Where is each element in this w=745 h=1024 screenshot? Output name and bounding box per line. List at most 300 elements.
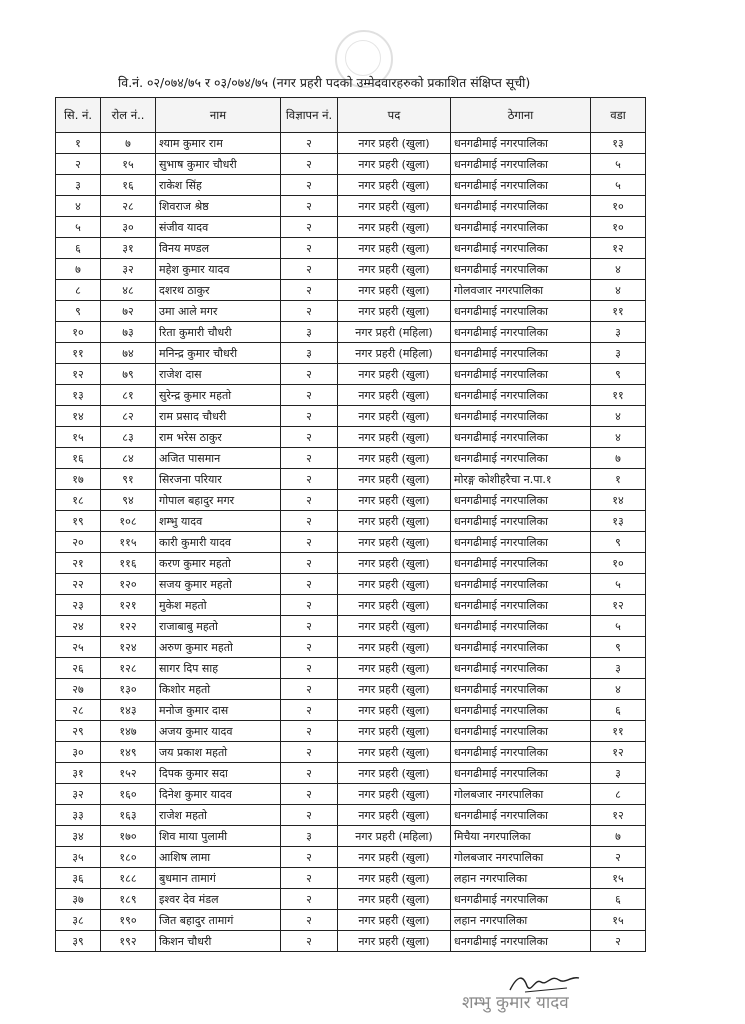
cell-advert: २ xyxy=(281,637,338,658)
table-row xyxy=(56,700,646,721)
cell-advert: २ xyxy=(281,847,338,868)
cell-address: धनगढीमाई नगरपालिका xyxy=(451,931,591,952)
cell-roll: ३१ xyxy=(101,238,156,259)
cell-address: धनगढीमाई नगरपालिका xyxy=(451,700,591,721)
cell-serial: २५ xyxy=(56,637,101,658)
table-row xyxy=(56,259,646,280)
table-row xyxy=(56,175,646,196)
cell-ward: ५ xyxy=(591,175,646,196)
cell-name: विनय मण्डल xyxy=(156,238,281,259)
cell-ward: ४ xyxy=(591,427,646,448)
cell-name: श्याम कुमार राम xyxy=(156,133,281,154)
cell-ward: १ xyxy=(591,469,646,490)
cell-address: धनगढीमाई नगरपालिका xyxy=(451,343,591,364)
table-row xyxy=(56,406,646,427)
cell-address: धनगढीमाई नगरपालिका xyxy=(451,532,591,553)
cell-address: गोलबजार नगरपालिका xyxy=(451,784,591,805)
cell-serial: ११ xyxy=(56,343,101,364)
table-row xyxy=(56,910,646,931)
cell-address: धनगढीमाई नगरपालिका xyxy=(451,364,591,385)
cell-address: धनगढीमाई नगरपालिका xyxy=(451,637,591,658)
cell-serial: २२ xyxy=(56,574,101,595)
cell-roll: १७० xyxy=(101,826,156,847)
cell-address: धनगढीमाई नगरपालिका xyxy=(451,154,591,175)
cell-name: गोपाल बहादुर मगर xyxy=(156,490,281,511)
cell-ward: १२ xyxy=(591,238,646,259)
cell-name: मुकेश महतो xyxy=(156,595,281,616)
cell-advert: २ xyxy=(281,679,338,700)
table-row xyxy=(56,196,646,217)
cell-advert: २ xyxy=(281,133,338,154)
cell-post: नगर प्रहरी (खुला) xyxy=(338,154,451,175)
cell-post: नगर प्रहरी (खुला) xyxy=(338,721,451,742)
cell-serial: १३ xyxy=(56,385,101,406)
cell-advert: २ xyxy=(281,259,338,280)
cell-ward: ११ xyxy=(591,301,646,322)
cell-name: मनिन्द्र कुमार चौधरी xyxy=(156,343,281,364)
cell-roll: ११५ xyxy=(101,532,156,553)
cell-ward: १० xyxy=(591,196,646,217)
cell-post: नगर प्रहरी (खुला) xyxy=(338,637,451,658)
cell-post: नगर प्रहरी (खुला) xyxy=(338,175,451,196)
cell-serial: ३५ xyxy=(56,847,101,868)
cell-name: अजित पासमान xyxy=(156,448,281,469)
cell-advert: २ xyxy=(281,385,338,406)
cell-roll: १६ xyxy=(101,175,156,196)
table-row xyxy=(56,763,646,784)
cell-advert: २ xyxy=(281,217,338,238)
table-row xyxy=(56,889,646,910)
table-row xyxy=(56,637,646,658)
cell-name: किशन चौधरी xyxy=(156,931,281,952)
cell-ward: १२ xyxy=(591,742,646,763)
cell-post: नगर प्रहरी (खुला) xyxy=(338,868,451,889)
cell-name: राजेश दास xyxy=(156,364,281,385)
column-header-address: ठेगाना xyxy=(451,98,591,133)
column-header-roll: रोल नं.. xyxy=(101,98,156,133)
cell-roll: १४७ xyxy=(101,721,156,742)
cell-advert: २ xyxy=(281,448,338,469)
cell-serial: ३२ xyxy=(56,784,101,805)
cell-serial: २६ xyxy=(56,658,101,679)
cell-roll: १४३ xyxy=(101,700,156,721)
table-header-row xyxy=(56,98,646,133)
cell-address: धनगढीमाई नगरपालिका xyxy=(451,763,591,784)
cell-name: कारी कुमारी यादव xyxy=(156,532,281,553)
cell-advert: २ xyxy=(281,574,338,595)
table-row xyxy=(56,742,646,763)
cell-serial: १ xyxy=(56,133,101,154)
cell-name: अजय कुमार यादव xyxy=(156,721,281,742)
cell-post: नगर प्रहरी (खुला) xyxy=(338,259,451,280)
cell-address: धनगढीमाई नगरपालिका xyxy=(451,742,591,763)
cell-serial: १९ xyxy=(56,511,101,532)
cell-address: धनगढीमाई नगरपालिका xyxy=(451,658,591,679)
cell-roll: ८३ xyxy=(101,427,156,448)
cell-serial: १० xyxy=(56,322,101,343)
cell-serial: २ xyxy=(56,154,101,175)
cell-post: नगर प्रहरी (खुला) xyxy=(338,574,451,595)
cell-serial: २९ xyxy=(56,721,101,742)
cell-serial: १२ xyxy=(56,364,101,385)
cell-serial: २७ xyxy=(56,679,101,700)
cell-address: गोलवजार नगरपालिका xyxy=(451,280,591,301)
cell-name: दिपक कुमार सदा xyxy=(156,763,281,784)
cell-roll: ८१ xyxy=(101,385,156,406)
cell-address: धनगढीमाई नगरपालिका xyxy=(451,238,591,259)
cell-advert: २ xyxy=(281,763,338,784)
cell-ward: १५ xyxy=(591,868,646,889)
cell-post: नगर प्रहरी (खुला) xyxy=(338,889,451,910)
cell-serial: १६ xyxy=(56,448,101,469)
cell-name: शिव माया पुलामी xyxy=(156,826,281,847)
cell-ward: ९ xyxy=(591,532,646,553)
cell-advert: २ xyxy=(281,910,338,931)
cell-roll: ८४ xyxy=(101,448,156,469)
table-row xyxy=(56,658,646,679)
table-row xyxy=(56,532,646,553)
cell-address: धनगढीमाई नगरपालिका xyxy=(451,721,591,742)
cell-advert: २ xyxy=(281,490,338,511)
cell-name: किशोर महतो xyxy=(156,679,281,700)
cell-address: धनगढीमाई नगरपालिका xyxy=(451,406,591,427)
table-row xyxy=(56,595,646,616)
cell-serial: १५ xyxy=(56,427,101,448)
cell-serial: ३ xyxy=(56,175,101,196)
cell-ward: ३ xyxy=(591,322,646,343)
cell-name: संजीव यादव xyxy=(156,217,281,238)
cell-advert: २ xyxy=(281,532,338,553)
cell-advert: २ xyxy=(281,406,338,427)
candidate-table xyxy=(55,97,646,952)
cell-name: उमा आले मगर xyxy=(156,301,281,322)
cell-address: लहान नगरपालिका xyxy=(451,910,591,931)
cell-post: नगर प्रहरी (महिला) xyxy=(338,826,451,847)
cell-address: धनगढीमाई नगरपालिका xyxy=(451,679,591,700)
cell-roll: १८८ xyxy=(101,868,156,889)
cell-name: अरुण कुमार महतो xyxy=(156,637,281,658)
cell-advert: २ xyxy=(281,658,338,679)
cell-advert: २ xyxy=(281,511,338,532)
table-row xyxy=(56,553,646,574)
cell-roll: १०८ xyxy=(101,511,156,532)
cell-post: नगर प्रहरी (खुला) xyxy=(338,427,451,448)
table-row xyxy=(56,469,646,490)
table-row xyxy=(56,847,646,868)
cell-ward: १३ xyxy=(591,133,646,154)
cell-name: शम्भु यादव xyxy=(156,511,281,532)
cell-ward: ३ xyxy=(591,658,646,679)
cell-advert: ३ xyxy=(281,826,338,847)
cell-advert: २ xyxy=(281,238,338,259)
cell-serial: २४ xyxy=(56,616,101,637)
cell-name: जित बहादुर तामागं xyxy=(156,910,281,931)
cell-address: धनगढीमाई नगरपालिका xyxy=(451,805,591,826)
cell-roll: १२१ xyxy=(101,595,156,616)
cell-address: धनगढीमाई नगरपालिका xyxy=(451,259,591,280)
cell-serial: ७ xyxy=(56,259,101,280)
cell-ward: ४ xyxy=(591,259,646,280)
cell-post: नगर प्रहरी (खुला) xyxy=(338,784,451,805)
cell-address: गोलबजार नगरपालिका xyxy=(451,847,591,868)
cell-serial: १४ xyxy=(56,406,101,427)
cell-ward: ९ xyxy=(591,364,646,385)
cell-post: नगर प्रहरी (खुला) xyxy=(338,448,451,469)
cell-name: सजय कुमार महतो xyxy=(156,574,281,595)
column-header-serial: सि. नं. xyxy=(56,98,101,133)
cell-roll: १९० xyxy=(101,910,156,931)
cell-serial: ३८ xyxy=(56,910,101,931)
cell-post: नगर प्रहरी (महिला) xyxy=(338,322,451,343)
table-row xyxy=(56,784,646,805)
cell-address: धनगढीमाई नगरपालिका xyxy=(451,553,591,574)
table-row xyxy=(56,133,646,154)
cell-name: रिता कुमारी चौधरी xyxy=(156,322,281,343)
cell-serial: २० xyxy=(56,532,101,553)
cell-advert: ३ xyxy=(281,322,338,343)
cell-ward: ३ xyxy=(591,343,646,364)
cell-serial: ५ xyxy=(56,217,101,238)
cell-serial: ३३ xyxy=(56,805,101,826)
cell-post: नगर प्रहरी (खुला) xyxy=(338,700,451,721)
cell-address: मिचैया नगरपालिका xyxy=(451,826,591,847)
cell-name: जय प्रकाश महतो xyxy=(156,742,281,763)
cell-roll: ३२ xyxy=(101,259,156,280)
cell-post: नगर प्रहरी (खुला) xyxy=(338,406,451,427)
table-row xyxy=(56,511,646,532)
table-row xyxy=(56,301,646,322)
cell-ward: ४ xyxy=(591,679,646,700)
signature-name: शम्भु कुमार यादव xyxy=(462,993,569,1013)
cell-roll: १२८ xyxy=(101,658,156,679)
cell-advert: २ xyxy=(281,364,338,385)
cell-roll: ७२ xyxy=(101,301,156,322)
cell-advert: २ xyxy=(281,721,338,742)
cell-advert: २ xyxy=(281,784,338,805)
cell-roll: ४८ xyxy=(101,280,156,301)
cell-advert: २ xyxy=(281,427,338,448)
table-row xyxy=(56,805,646,826)
cell-name: सागर दिप साह xyxy=(156,658,281,679)
cell-serial: ३६ xyxy=(56,868,101,889)
cell-serial: ३७ xyxy=(56,889,101,910)
table-row xyxy=(56,427,646,448)
cell-address: धनगढीमाई नगरपालिका xyxy=(451,133,591,154)
cell-ward: ११ xyxy=(591,385,646,406)
cell-ward: ५ xyxy=(591,574,646,595)
cell-post: नगर प्रहरी (खुला) xyxy=(338,847,451,868)
cell-roll: ११६ xyxy=(101,553,156,574)
cell-roll: १२४ xyxy=(101,637,156,658)
table-row xyxy=(56,448,646,469)
cell-advert: २ xyxy=(281,616,338,637)
cell-roll: ३० xyxy=(101,217,156,238)
cell-address: धनगढीमाई नगरपालिका xyxy=(451,217,591,238)
cell-roll: १८० xyxy=(101,847,156,868)
cell-advert: २ xyxy=(281,700,338,721)
cell-name: शिवराज श्रेष्ठ xyxy=(156,196,281,217)
cell-ward: १० xyxy=(591,553,646,574)
cell-post: नगर प्रहरी (खुला) xyxy=(338,595,451,616)
cell-post: नगर प्रहरी (खुला) xyxy=(338,133,451,154)
cell-name: बुधमान तामागं xyxy=(156,868,281,889)
cell-name: मनोज कुमार दास xyxy=(156,700,281,721)
column-header-post: पद xyxy=(338,98,451,133)
cell-serial: २३ xyxy=(56,595,101,616)
cell-roll: १५ xyxy=(101,154,156,175)
cell-post: नगर प्रहरी (खुला) xyxy=(338,280,451,301)
cell-name: आशिष लामा xyxy=(156,847,281,868)
cell-address: धनगढीमाई नगरपालिका xyxy=(451,490,591,511)
cell-ward: २ xyxy=(591,847,646,868)
cell-name: दिनेश कुमार यादव xyxy=(156,784,281,805)
cell-address: धनगढीमाई नगरपालिका xyxy=(451,616,591,637)
cell-serial: ८ xyxy=(56,280,101,301)
table-row xyxy=(56,490,646,511)
table-row xyxy=(56,364,646,385)
cell-post: नगर प्रहरी (खुला) xyxy=(338,910,451,931)
cell-advert: २ xyxy=(281,553,338,574)
cell-post: नगर प्रहरी (खुला) xyxy=(338,553,451,574)
cell-advert: २ xyxy=(281,196,338,217)
cell-advert: २ xyxy=(281,280,338,301)
table-row xyxy=(56,343,646,364)
cell-post: नगर प्रहरी (खुला) xyxy=(338,469,451,490)
cell-address: धनगढीमाई नगरपालिका xyxy=(451,595,591,616)
cell-ward: २ xyxy=(591,931,646,952)
cell-address: धनगढीमाई नगरपालिका xyxy=(451,301,591,322)
table-row xyxy=(56,574,646,595)
cell-advert: २ xyxy=(281,595,338,616)
cell-roll: १४९ xyxy=(101,742,156,763)
cell-post: नगर प्रहरी (खुला) xyxy=(338,532,451,553)
cell-ward: ५ xyxy=(591,154,646,175)
table-row xyxy=(56,868,646,889)
cell-serial: २८ xyxy=(56,700,101,721)
cell-roll: ७४ xyxy=(101,343,156,364)
cell-ward: १३ xyxy=(591,511,646,532)
cell-ward: १४ xyxy=(591,490,646,511)
cell-roll: १६३ xyxy=(101,805,156,826)
cell-ward: १२ xyxy=(591,805,646,826)
cell-serial: ३४ xyxy=(56,826,101,847)
cell-serial: ३० xyxy=(56,742,101,763)
table-row xyxy=(56,616,646,637)
table-row xyxy=(56,280,646,301)
table-row xyxy=(56,931,646,952)
page-title: वि.नं. ०२/०७४/७५ र ०३/०७४/७५ (नगर प्रहरी पदको उम्मेदवारहरुको प्रकाशित संक्षिप्त सूची) xyxy=(118,75,531,90)
cell-name: राजाबाबु महतो xyxy=(156,616,281,637)
cell-serial: २१ xyxy=(56,553,101,574)
column-header-name: नाम xyxy=(156,98,281,133)
cell-address: धनगढीमाई नगरपालिका xyxy=(451,427,591,448)
cell-name: राकेश सिंह xyxy=(156,175,281,196)
cell-advert: २ xyxy=(281,469,338,490)
cell-post: नगर प्रहरी (खुला) xyxy=(338,301,451,322)
cell-serial: ४ xyxy=(56,196,101,217)
cell-ward: ६ xyxy=(591,889,646,910)
cell-advert: २ xyxy=(281,742,338,763)
cell-roll: ७३ xyxy=(101,322,156,343)
cell-roll: २८ xyxy=(101,196,156,217)
cell-serial: १८ xyxy=(56,490,101,511)
cell-advert: २ xyxy=(281,154,338,175)
cell-roll: १३० xyxy=(101,679,156,700)
cell-name: सुभाष कुमार चौधरी xyxy=(156,154,281,175)
cell-ward: ३ xyxy=(591,763,646,784)
cell-post: नगर प्रहरी (खुला) xyxy=(338,490,451,511)
cell-roll: ७९ xyxy=(101,364,156,385)
cell-ward: ४ xyxy=(591,280,646,301)
cell-serial: ३९ xyxy=(56,931,101,952)
cell-address: धनगढीमाई नगरपालिका xyxy=(451,175,591,196)
cell-ward: १२ xyxy=(591,595,646,616)
table-row xyxy=(56,154,646,175)
cell-address: धनगढीमाई नगरपालिका xyxy=(451,196,591,217)
cell-ward: १५ xyxy=(591,910,646,931)
cell-ward: ११ xyxy=(591,721,646,742)
cell-name: सिरजना परियार xyxy=(156,469,281,490)
cell-ward: ९ xyxy=(591,637,646,658)
cell-roll: ७ xyxy=(101,133,156,154)
cell-ward: १० xyxy=(591,217,646,238)
cell-name: दशरथ ठाकुर xyxy=(156,280,281,301)
cell-advert: ३ xyxy=(281,343,338,364)
cell-roll: १२२ xyxy=(101,616,156,637)
cell-roll: १६० xyxy=(101,784,156,805)
cell-ward: ८ xyxy=(591,784,646,805)
cell-serial: ९ xyxy=(56,301,101,322)
cell-roll: ९४ xyxy=(101,490,156,511)
cell-advert: २ xyxy=(281,805,338,826)
cell-post: नगर प्रहरी (खुला) xyxy=(338,679,451,700)
cell-serial: १७ xyxy=(56,469,101,490)
cell-post: नगर प्रहरी (खुला) xyxy=(338,511,451,532)
cell-post: नगर प्रहरी (खुला) xyxy=(338,931,451,952)
cell-roll: १५२ xyxy=(101,763,156,784)
cell-address: धनगढीमाई नगरपालिका xyxy=(451,574,591,595)
cell-ward: ७ xyxy=(591,826,646,847)
cell-name: राम प्रसाद चौधरी xyxy=(156,406,281,427)
cell-advert: २ xyxy=(281,175,338,196)
cell-address: मोरङ्ग कोशीहरैचा न.पा.१ xyxy=(451,469,591,490)
cell-name: महेश कुमार यादव xyxy=(156,259,281,280)
cell-name: राम भरेस ठाकुर xyxy=(156,427,281,448)
cell-name: राजेश महतो xyxy=(156,805,281,826)
cell-advert: २ xyxy=(281,301,338,322)
cell-ward: ६ xyxy=(591,700,646,721)
cell-roll: ९१ xyxy=(101,469,156,490)
cell-advert: २ xyxy=(281,889,338,910)
cell-post: नगर प्रहरी (खुला) xyxy=(338,238,451,259)
cell-roll: १९२ xyxy=(101,931,156,952)
table-row xyxy=(56,217,646,238)
cell-post: नगर प्रहरी (खुला) xyxy=(338,364,451,385)
cell-address: धनगढीमाई नगरपालिका xyxy=(451,385,591,406)
table-row xyxy=(56,826,646,847)
cell-post: नगर प्रहरी (खुला) xyxy=(338,196,451,217)
cell-serial: ३१ xyxy=(56,763,101,784)
cell-roll: ८२ xyxy=(101,406,156,427)
table-row xyxy=(56,385,646,406)
cell-ward: ७ xyxy=(591,448,646,469)
cell-address: धनगढीमाई नगरपालिका xyxy=(451,511,591,532)
cell-address: धनगढीमाई नगरपालिका xyxy=(451,448,591,469)
cell-address: धनगढीमाई नगरपालिका xyxy=(451,322,591,343)
cell-name: सुरेन्द्र कुमार महतो xyxy=(156,385,281,406)
table-row xyxy=(56,238,646,259)
cell-post: नगर प्रहरी (खुला) xyxy=(338,385,451,406)
